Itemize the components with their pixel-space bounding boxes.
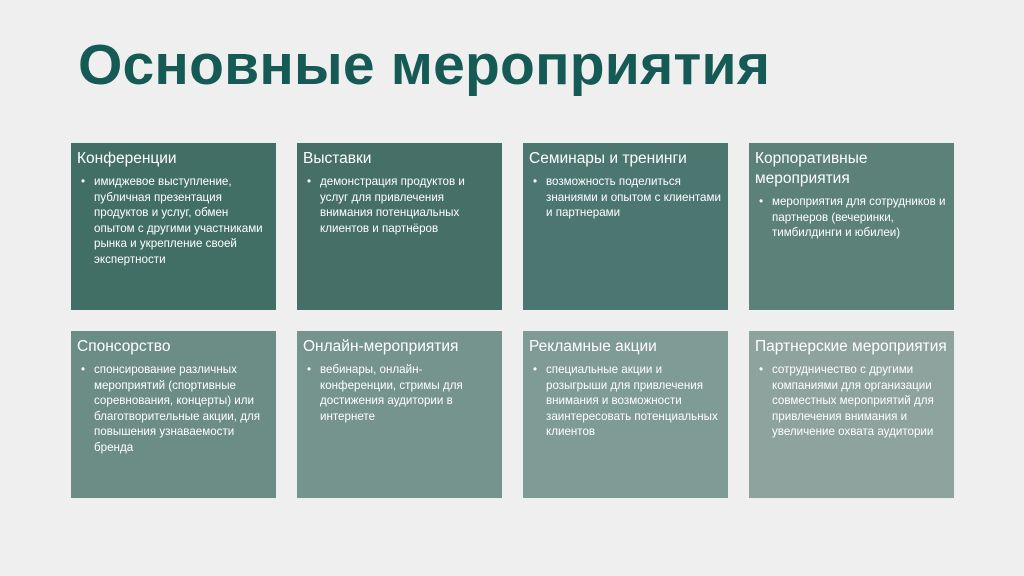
card-partner-events <box>749 331 954 498</box>
card-bullet-list <box>755 362 947 440</box>
card-promo-campaigns <box>523 331 728 498</box>
card-title: Онлайн-мероприятия <box>303 338 459 355</box>
page-title: Основные мероприятия <box>78 33 771 97</box>
card-title: Партнерские мероприятия <box>755 338 947 355</box>
card-bullet: • спонсирование различных мероприятий (спортивные соревнования, концерты) или благотворительные акции, для повышения узнаваемости бренда <box>77 362 269 455</box>
card-bullet-list <box>303 174 495 236</box>
events-grid <box>71 143 954 498</box>
card-title: Конференции <box>77 150 177 167</box>
card-bullet: • вебинары, онлайн-конференции, стримы для достижения аудитории в интернете <box>303 362 495 424</box>
card-sponsorship <box>71 331 276 498</box>
card-bullet: • специальные акции и розыгрыши для привлечения внимания и возможности заинтересовать потенциальных клиентов <box>529 362 721 440</box>
card-bullet: • возможность поделиться знаниями и опытом с клиентами и партнерами <box>529 174 721 221</box>
card-exhibitions <box>297 143 502 310</box>
card-title: Корпоративные мероприятия <box>755 150 868 187</box>
card-bullet-list <box>529 174 721 221</box>
card-bullet-list <box>77 174 269 267</box>
card-bullet-list <box>755 194 947 241</box>
card-title: Выставки <box>303 150 372 167</box>
card-online-events <box>297 331 502 498</box>
card-bullet: • демонстрация продуктов и услуг для привлечения внимания потенциальных клиентов и партнёров <box>303 174 495 236</box>
card-bullet-list <box>77 362 269 455</box>
card-bullet-list <box>303 362 495 424</box>
card-title: Спонсорство <box>77 338 171 355</box>
card-bullet: • имиджевое выступление, публичная презентация продуктов и услуг, обмен опытом с другими участниками рынка и укрепление своей экспертности <box>77 174 269 267</box>
card-title: Рекламные акции <box>529 338 657 355</box>
card-title: Семинары и тренинги <box>529 150 687 167</box>
card-conferences <box>71 143 276 310</box>
card-seminars <box>523 143 728 310</box>
card-corporate <box>749 143 954 310</box>
card-bullet-list <box>529 362 721 440</box>
card-bullet: • сотрудничество с другими компаниями для организации совместных мероприятий для привлечения внимания и увеличение охвата аудитории <box>755 362 947 440</box>
card-bullet: • мероприятия для сотрудников и партнеров (вечеринки, тимбилдинги и юбилеи) <box>755 194 947 241</box>
